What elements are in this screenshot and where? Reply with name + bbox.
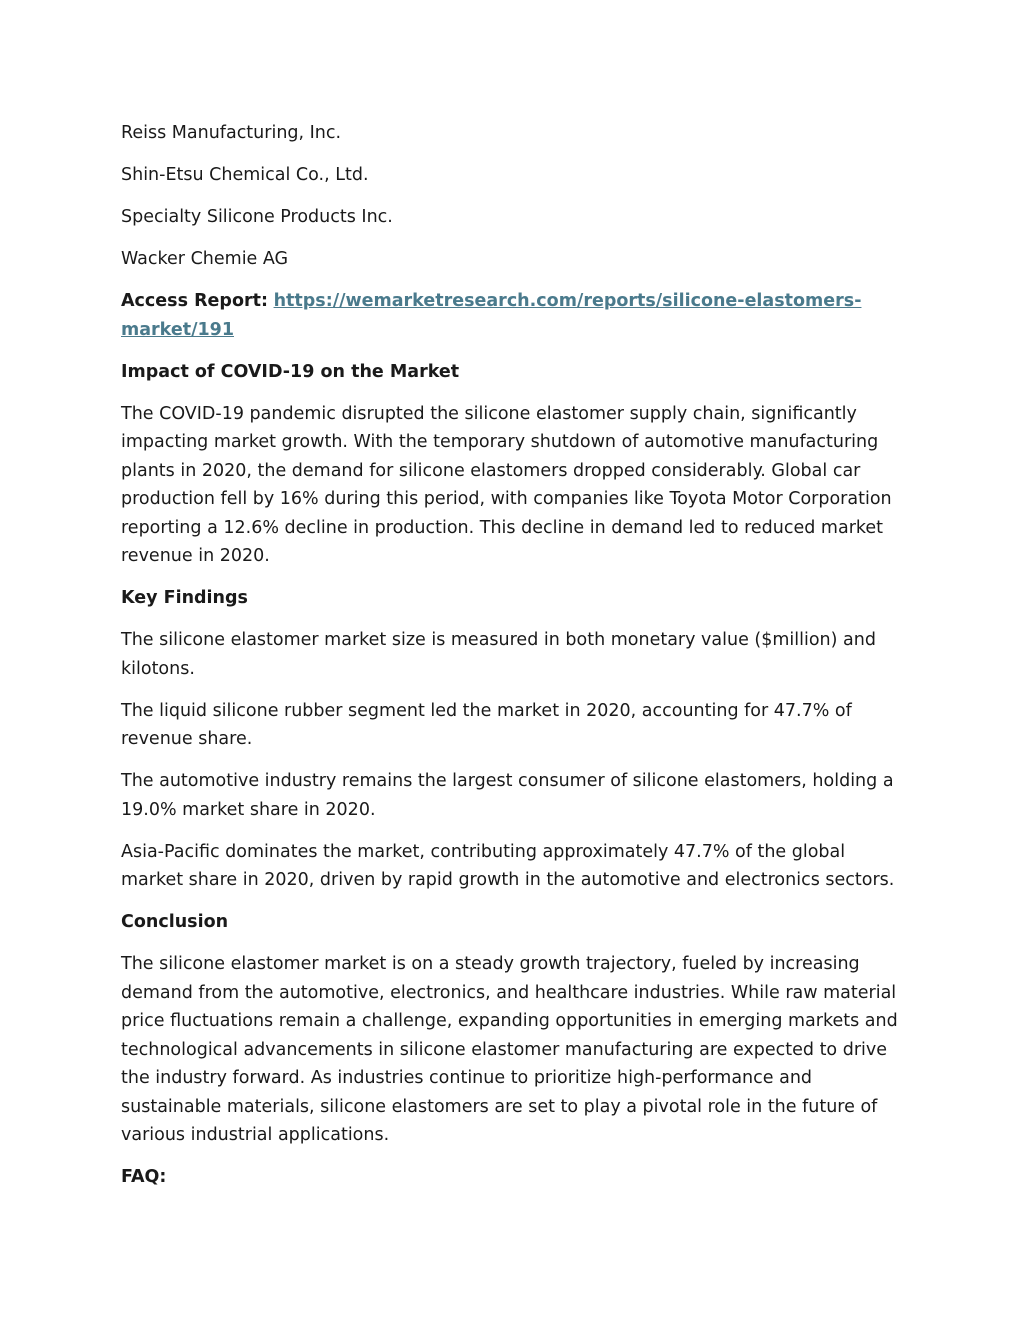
access-report-link-line2[interactable]: market/191 bbox=[121, 319, 234, 340]
company-item: Wacker Chemie AG bbox=[121, 249, 289, 269]
company-item: Specialty Silicone Products Inc. bbox=[121, 207, 393, 227]
conclusion-paragraph: The silicone elastomer market is on a steady growth trajectory, fueled by increasing demand from the automotive, electronics, and healthcare industries. While raw material price fluctuations remain a challenge, expanding opportunities in emerging markets and technological advancements in silicone elastomer manufacturing are expected to drive the industry forward. As industries continue to prioritize high-performance and sustainable materials, silicone elastomers are set to play a pivotal role in the future of various industrial applications. bbox=[121, 954, 898, 1145]
key-finding-item: The silicone elastomer market size is measured in both monetary value ($million) and kilotons. bbox=[121, 630, 876, 679]
key-finding-item: The liquid silicone rubber segment led the market in 2020, accounting for 47.7% of revenue share. bbox=[121, 700, 852, 749]
conclusion-heading: Conclusion bbox=[121, 912, 229, 932]
covid-heading: Impact of COVID-19 on the Market bbox=[121, 361, 460, 382]
key-finding-item: The automotive industry remains the largest consumer of silicone elastomers, holding a 19.0% market share in 2020. bbox=[121, 771, 894, 820]
access-report-label: Access Report: bbox=[121, 291, 268, 311]
faq-heading: FAQ: bbox=[121, 1167, 167, 1187]
covid-paragraph: The COVID-19 pandemic disrupted the silicone elastomer supply chain, significantly impacting market growth. With the temporary shutdown of automotive manufacturing plants in 2020, the demand for silicone elastomers dropped considerably. Global car production fell by 16% during this period, with companies like Toyota Motor Corporation reporting a 12.6% decline in production. This decline in demand led to reduced market revenue in 2020. bbox=[121, 403, 892, 566]
key-findings-heading: Key Findings bbox=[121, 588, 248, 608]
document-page bbox=[121, 119, 911, 1205]
access-report bbox=[121, 287, 911, 344]
access-report-link-line1[interactable]: https://wemarketresearch.com/reports/silicone-elastomers- bbox=[273, 291, 862, 311]
company-item: Reiss Manufacturing, Inc. bbox=[121, 123, 342, 143]
company-item: Shin-Etsu Chemical Co., Ltd. bbox=[121, 165, 369, 185]
key-finding-item: Asia-Pacific dominates the market, contributing approximately 47.7% of the global market share in 2020, driven by rapid growth in the automotive and electronics sectors. bbox=[121, 841, 895, 890]
